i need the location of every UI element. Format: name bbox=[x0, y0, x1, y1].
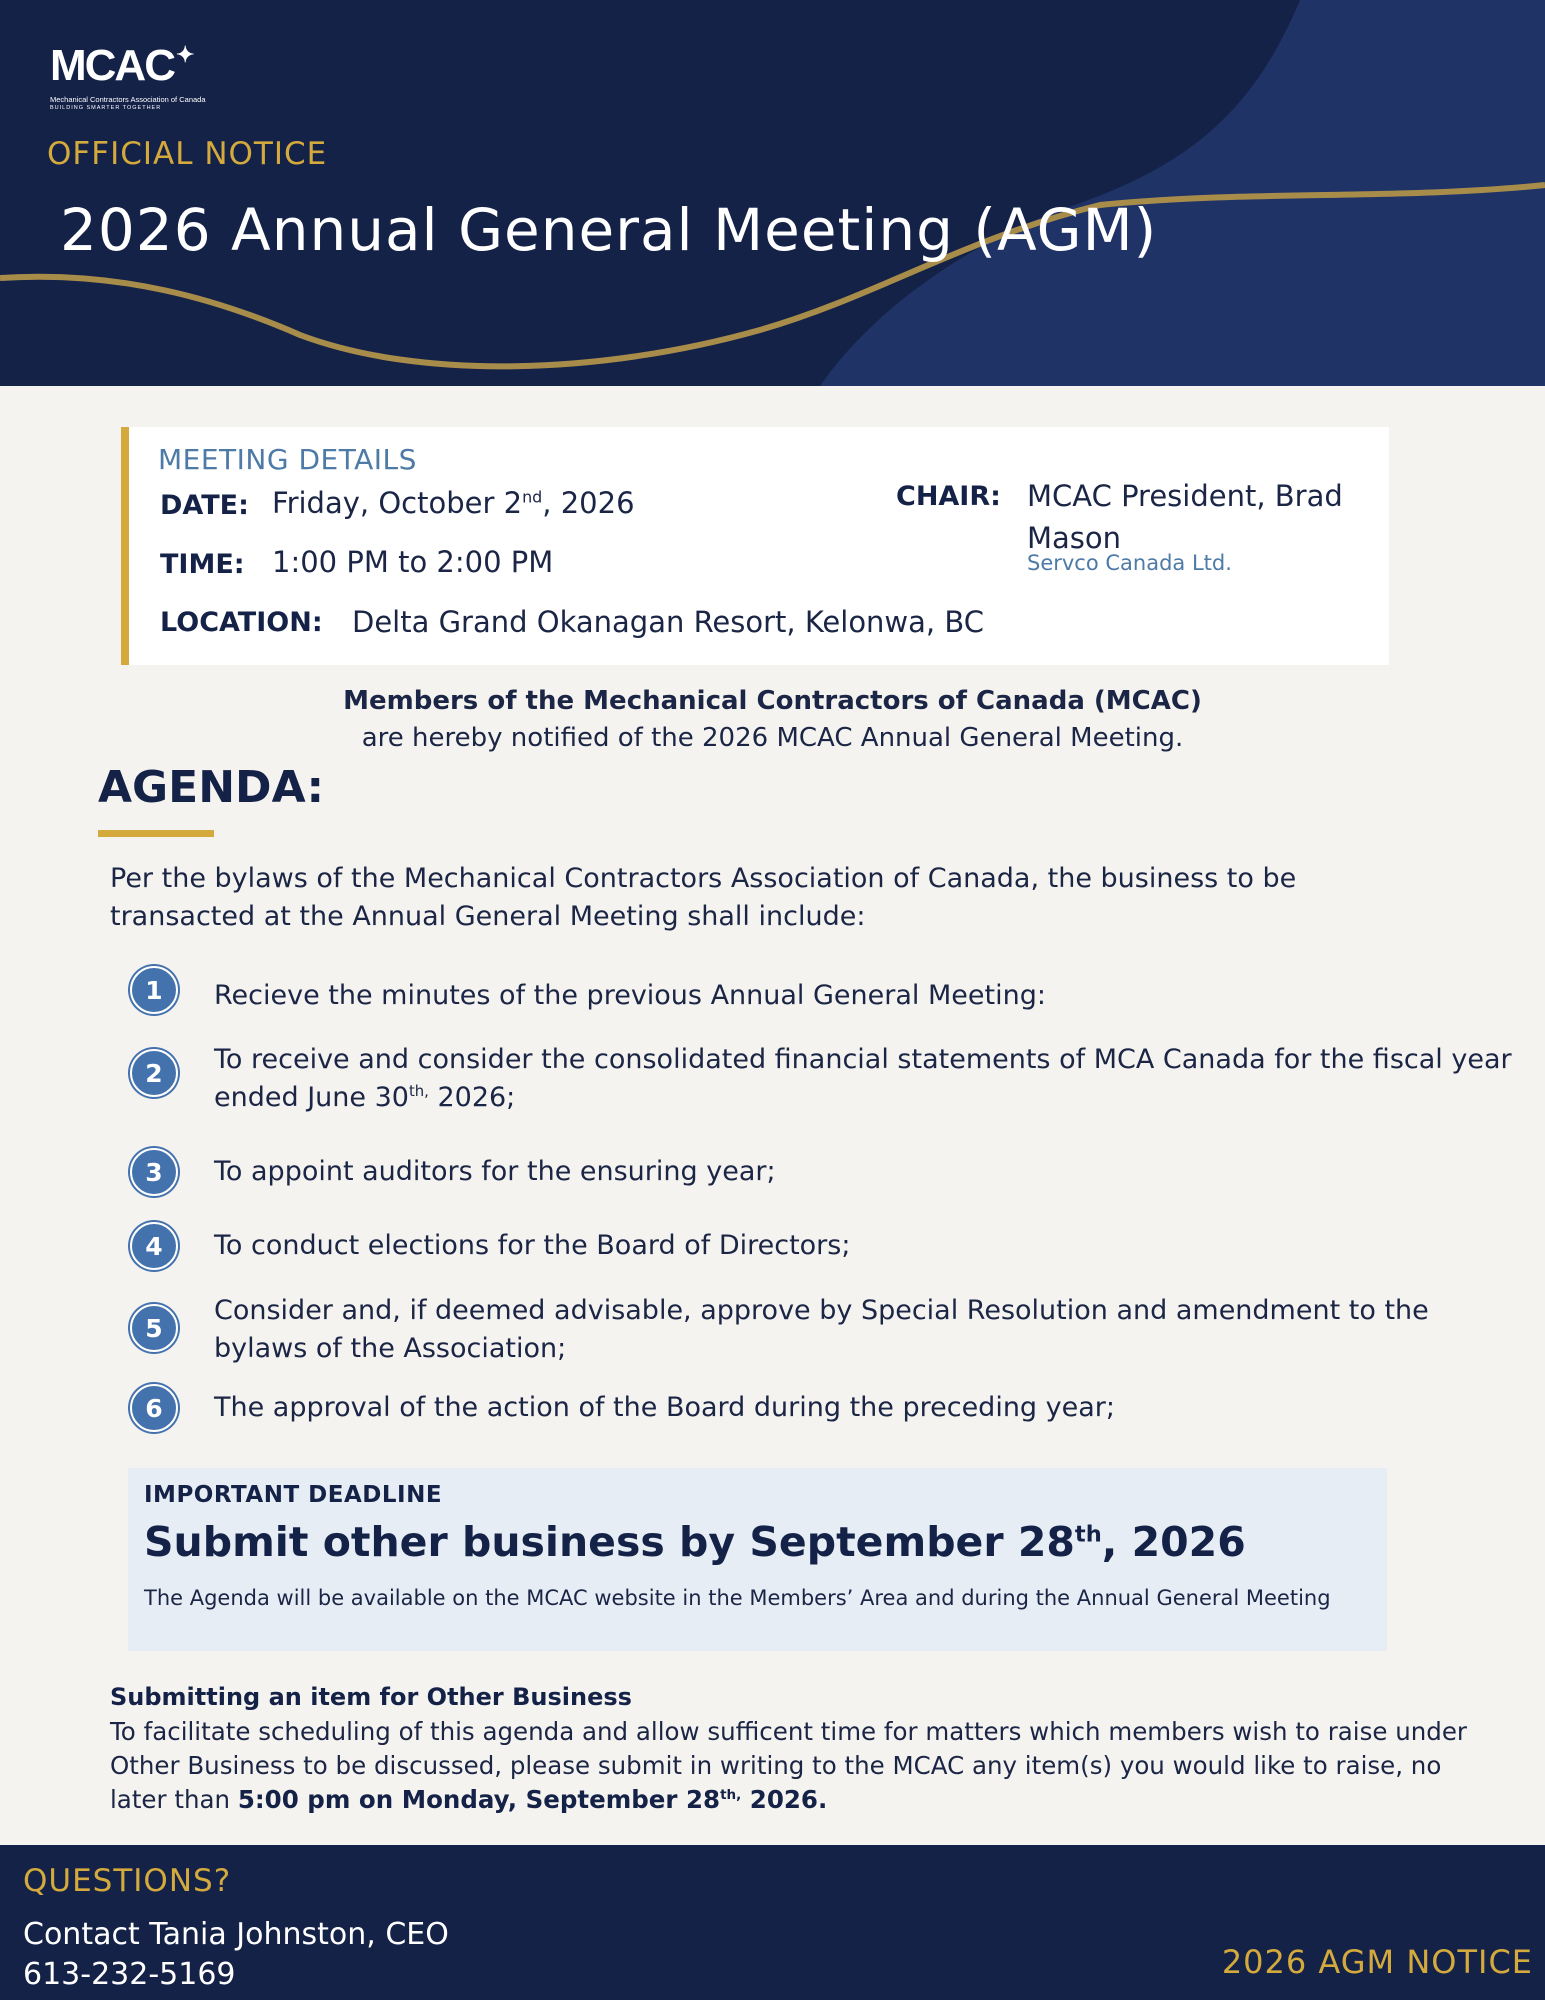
deadline-title-suffix: th bbox=[1074, 1521, 1102, 1548]
logo-org-name: Mechanical Contractors Association of Canada bbox=[50, 95, 206, 104]
other-business-text bbox=[110, 1715, 1480, 1817]
agenda-item-text-main: To receive and consider the consolidated financial statements of MCA Canada for the fiscal year ended June 30 bbox=[214, 1044, 1512, 1113]
agenda-intro: Per the bylaws of the Mechanical Contractors Association of Canada, the business to be transacted at the Annual General Meeting shall include: bbox=[110, 863, 1297, 932]
agenda-item-text: To conduct elections for the Board of Directors; bbox=[214, 1230, 851, 1261]
important-deadline-box bbox=[128, 1468, 1387, 1651]
other-business-deadline bbox=[238, 1785, 827, 1814]
agenda-heading-underline bbox=[98, 830, 214, 837]
deadline-label: IMPORTANT DEADLINE bbox=[144, 1482, 443, 1508]
agenda-item-text: The approval of the action of the Board during the preceding year; bbox=[214, 1392, 1115, 1423]
date-main: Friday, October 2 bbox=[272, 486, 523, 520]
chair-label: CHAIR: bbox=[896, 481, 1001, 512]
meeting-details-heading: MEETING DETAILS bbox=[158, 443, 417, 476]
deadline-title-main: Submit other business by September 28 bbox=[144, 1518, 1075, 1566]
agenda-number-badge: 3 bbox=[130, 1148, 178, 1196]
location-value: Delta Grand Okanagan Resort, Kelonwa, BC bbox=[352, 605, 984, 639]
footer-agm-tag: 2026 AGM NOTICE bbox=[1221, 1943, 1533, 1981]
agenda-item-text: Consider and, if deemed advisable, approve by Special Resolution and amendment to the bylaws of the Association; bbox=[214, 1295, 1429, 1364]
chair-value: MCAC President, Brad Mason bbox=[1027, 479, 1343, 555]
agenda-number-badge: 4 bbox=[130, 1222, 178, 1270]
contact-name: Contact Tania Johnston, CEO bbox=[23, 1917, 449, 1952]
intro-notified-line: are hereby notified of the 2026 MCAC Annual General Meeting. bbox=[361, 723, 1184, 753]
agenda-number-badge: 5 bbox=[130, 1304, 178, 1352]
deadline-note: The Agenda will be available on the MCAC website in the Members’ Area and during the Annual General Meeting bbox=[144, 1586, 1331, 1610]
other-business-heading: Submitting an item for Other Business bbox=[110, 1683, 632, 1711]
time-label: TIME: bbox=[160, 549, 245, 580]
agenda-item-text: Recieve the minutes of the previous Annual General Meeting: bbox=[214, 980, 1046, 1011]
date-suffix: nd bbox=[522, 487, 543, 507]
other-business-deadline-suffix: th, bbox=[720, 1786, 742, 1803]
questions-label: QUESTIONS? bbox=[23, 1863, 232, 1899]
intro-members-line: Members of the Mechanical Contractors of Canada (MCAC) bbox=[343, 686, 1202, 716]
agenda-number-badge: 6 bbox=[130, 1384, 178, 1432]
agenda-item-text-end: 2026; bbox=[428, 1082, 516, 1113]
official-notice-label: OFFICIAL NOTICE bbox=[47, 136, 328, 172]
other-business-body: To facilitate scheduling of this agenda and allow sufficent time for matters which members wish to raise under Other Business to be discussed, please submit in writing to the MCAC any item(s) you would like to raise, no later than bbox=[110, 1717, 1467, 1814]
agenda-item-text-suffix: th, bbox=[408, 1082, 429, 1100]
agenda-item-text: To appoint auditors for the ensuring year; bbox=[214, 1156, 776, 1187]
chair-company: Servco Canada Ltd. bbox=[1027, 551, 1232, 575]
mcac-logo bbox=[50, 41, 206, 113]
logo-mark: MCAC bbox=[50, 41, 174, 90]
logo-tagline: BUILDING SMARTER TOGETHER bbox=[50, 105, 162, 111]
maple-leaf-icon: ✦ bbox=[175, 42, 193, 67]
meeting-details-card bbox=[121, 427, 1389, 665]
header-banner bbox=[0, 0, 1545, 386]
date-label: DATE: bbox=[160, 490, 249, 521]
other-business-deadline-year: 2026. bbox=[741, 1785, 828, 1814]
agenda-number-badge: 1 bbox=[130, 966, 178, 1014]
page-title: 2026 Annual General Meeting (AGM) bbox=[60, 196, 1158, 264]
date-value bbox=[272, 486, 635, 520]
footer bbox=[0, 1845, 1545, 2000]
contact-phone: 613-232-5169 bbox=[23, 1957, 236, 1992]
header-wave-decoration bbox=[0, 0, 1545, 386]
time-value: 1:00 PM to 2:00 PM bbox=[272, 545, 554, 579]
agenda-number-badge: 2 bbox=[130, 1049, 178, 1097]
deadline-title-year: , 2026 bbox=[1101, 1518, 1246, 1566]
agenda-heading: AGENDA: bbox=[98, 762, 325, 813]
agenda-item-text bbox=[214, 1041, 1514, 1117]
location-label: LOCATION: bbox=[160, 607, 323, 638]
other-business-deadline-main: 5:00 pm on Monday, September 28 bbox=[237, 1785, 721, 1814]
deadline-title bbox=[144, 1518, 1246, 1566]
date-year: , 2026 bbox=[542, 486, 635, 520]
